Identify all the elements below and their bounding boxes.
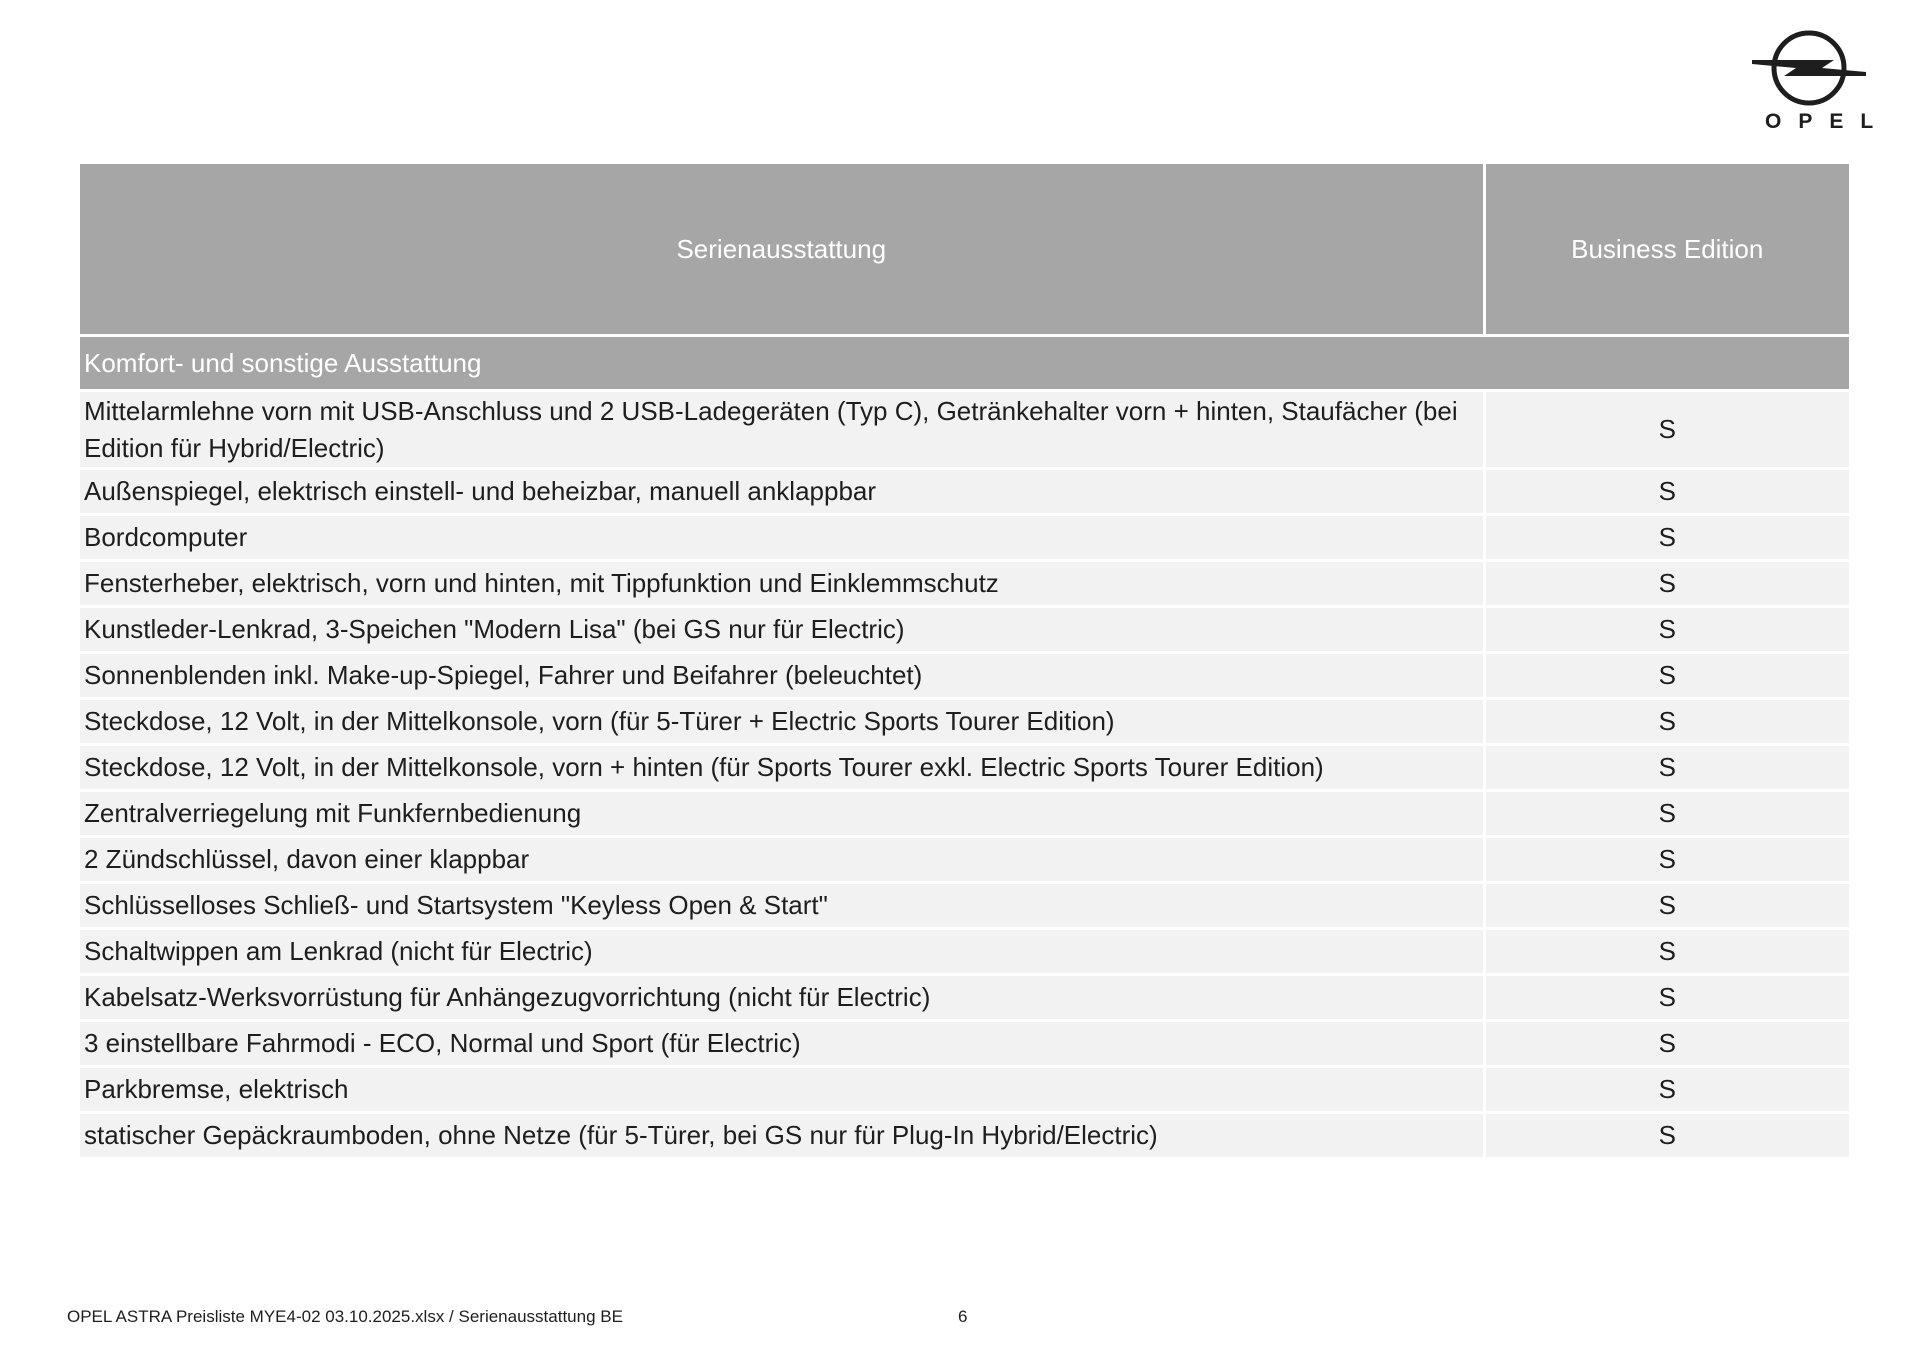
feature-cell: 2 Zündschlüssel, davon einer klappbar [80,837,1484,883]
table-row [80,699,1849,745]
feature-cell: Kabelsatz-Werksvorrüstung für Anhängezugvorrichtung (nicht für Electric) [80,975,1484,1021]
feature-cell: Fensterheber, elektrisch, vorn und hinten, mit Tippfunktion und Einklemmschutz [80,561,1484,607]
table-row [80,745,1849,791]
page-number: 6 [958,1307,968,1326]
value-cell: S [1484,1113,1849,1158]
opel-logo [1748,30,1891,136]
section-row [80,336,1849,391]
value-cell: S [1484,653,1849,699]
value-cell: S [1484,975,1849,1021]
opel-blitz-icon [1748,30,1870,106]
table-row [80,791,1849,837]
table-row [80,1021,1849,1067]
table-row [80,653,1849,699]
feature-cell: Steckdose, 12 Volt, in der Mittelkonsole, vorn + hinten (für Sports Tourer exkl. Electric Sports Tourer Edition) [80,745,1484,791]
footer-source: OPEL ASTRA Preisliste MYE4-02 03.10.2025.xlsx / Serienausstattung BE [67,1307,623,1326]
header-serienausstattung: Serienausstattung [80,164,1484,336]
feature-cell: Sonnenblenden inkl. Make-up-Spiegel, Fahrer und Beifahrer (beleuchtet) [80,653,1484,699]
table-row [80,607,1849,653]
table-row [80,561,1849,607]
feature-cell: Kunstleder-Lenkrad, 3-Speichen "Modern Lisa" (bei GS nur für Electric) [80,607,1484,653]
feature-cell: Parkbremse, elektrisch [80,1067,1484,1113]
value-cell: S [1484,791,1849,837]
value-cell: S [1484,929,1849,975]
feature-cell: Mittelarmlehne vorn mit USB-Anschluss und 2 USB-Ladegeräten (Typ C), Getränkehalter vorn + hinten, Staufächer (bei Edition für Hybrid/Electric) [80,391,1484,469]
table-row [80,1067,1849,1113]
value-cell: S [1484,883,1849,929]
value-cell: S [1484,391,1849,469]
value-cell: S [1484,469,1849,515]
feature-cell: Steckdose, 12 Volt, in der Mittelkonsole, vorn (für 5-Türer + Electric Sports Tourer Edition) [80,699,1484,745]
table-row [80,1113,1849,1158]
value-cell: S [1484,745,1849,791]
value-cell: S [1484,1067,1849,1113]
section-title: Komfort- und sonstige Ausstattung [80,336,1849,391]
value-cell: S [1484,837,1849,883]
feature-cell: 3 einstellbare Fahrmodi - ECO, Normal und Sport (für Electric) [80,1021,1484,1067]
table-row [80,929,1849,975]
table-header-row [80,164,1849,336]
value-cell: S [1484,607,1849,653]
table-row [80,883,1849,929]
feature-cell: Zentralverriegelung mit Funkfernbedienung [80,791,1484,837]
value-cell: S [1484,1021,1849,1067]
value-cell: S [1484,561,1849,607]
feature-cell: Außenspiegel, elektrisch einstell- und beheizbar, manuell anklappbar [80,469,1484,515]
value-cell: S [1484,515,1849,561]
table-row [80,837,1849,883]
feature-cell: Bordcomputer [80,515,1484,561]
table-row [80,975,1849,1021]
table-row [80,515,1849,561]
table-row [80,391,1849,469]
value-cell: S [1484,699,1849,745]
brand-logo-text: OPEL [1765,110,1891,133]
table-row [80,469,1849,515]
feature-cell: statischer Gepäckraumboden, ohne Netze (für 5-Türer, bei GS nur für Plug-In Hybrid/Electric) [80,1113,1484,1158]
feature-cell: Schlüsselloses Schließ- und Startsystem "Keyless Open & Start" [80,883,1484,929]
equipment-table [80,164,1849,1157]
feature-cell: Schaltwippen am Lenkrad (nicht für Electric) [80,929,1484,975]
header-business-edition: Business Edition [1484,164,1849,336]
